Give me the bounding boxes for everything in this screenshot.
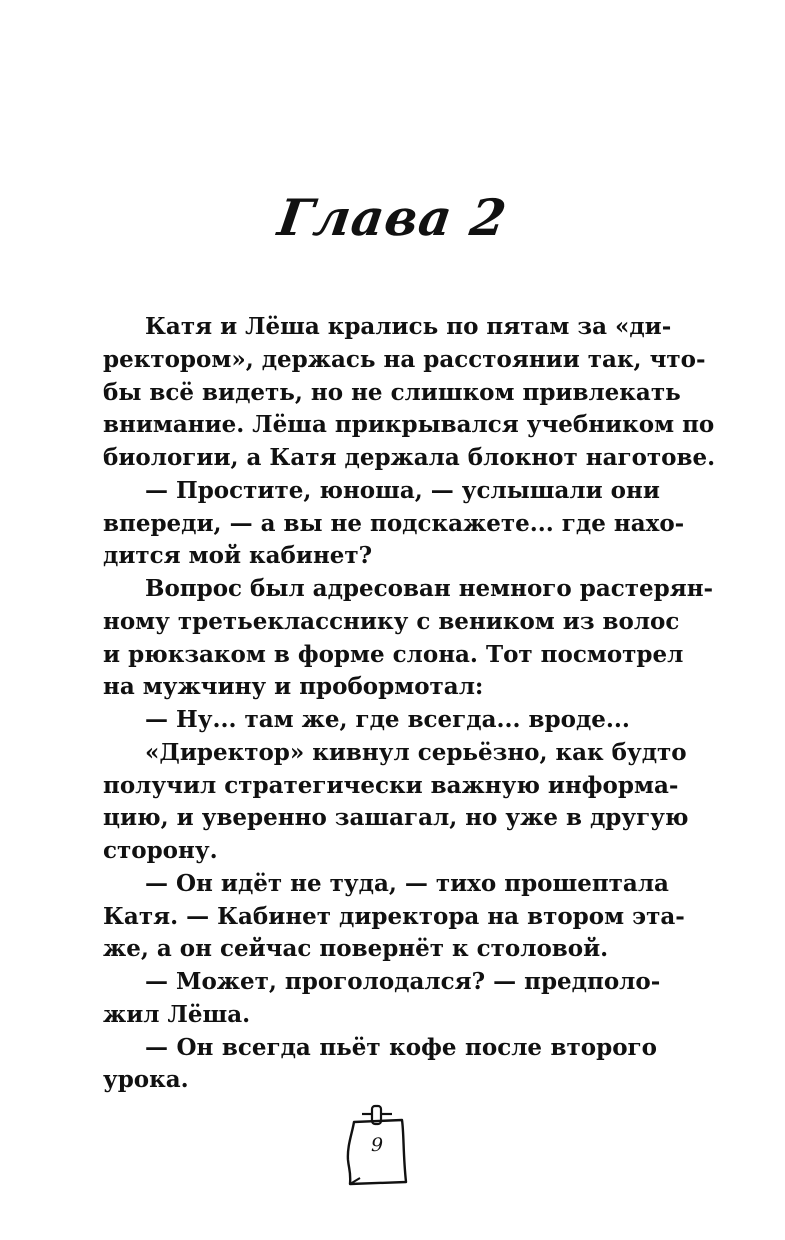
text-line: и рюкзаком в форме слона. Тот посмотрел bbox=[103, 640, 684, 668]
page-number: 9 bbox=[370, 1134, 384, 1156]
text-line: урока. bbox=[103, 1066, 189, 1094]
text-line: — Он идёт не туда, — тихо прошептала bbox=[145, 869, 669, 897]
text-line: бы всё видеть, но не слишком привлекать bbox=[103, 378, 681, 406]
text-line: Вопрос был адресован немного растерян- bbox=[145, 575, 714, 602]
text-line: — Он всегда пьёт кофе после второго bbox=[145, 1033, 657, 1061]
text-line: впереди, — а вы не подскажете... где нахо- bbox=[103, 509, 685, 537]
text-line: внимание. Лёша прикрывался учебником по bbox=[103, 411, 715, 439]
text-line: сторону. bbox=[103, 837, 218, 864]
text-line: Катя. — Кабинет директора на втором эта- bbox=[103, 902, 685, 930]
chapter-title: Глава 2 bbox=[274, 188, 511, 247]
text-line: жил Лёша. bbox=[103, 1000, 251, 1028]
page-number-badge bbox=[340, 1104, 412, 1192]
body-text bbox=[103, 311, 716, 1097]
text-line: дится мой кабинет? bbox=[103, 542, 373, 570]
text-line: же, а он сейчас повернёт к столовой. bbox=[103, 935, 609, 963]
text-line: — Может, проголодался? — предполо- bbox=[145, 968, 661, 995]
text-line: на мужчину и пробормотал: bbox=[103, 673, 484, 701]
text-line: ному третьекласснику с веником из волос bbox=[103, 607, 680, 635]
text-line: биологии, а Катя держала блокнот наготове. bbox=[103, 444, 716, 471]
text-line: «Директор» кивнул серьёзно, как будто bbox=[145, 738, 687, 766]
text-line: — Ну... там же, где всегда... вроде... bbox=[145, 706, 630, 733]
text-line: — Простите, юноша, — услышали они bbox=[145, 476, 660, 504]
text-line: получил стратегически важную информа- bbox=[103, 771, 679, 799]
text-line: ректором», держась на расстоянии так, что- bbox=[103, 345, 706, 373]
text-line: Катя и Лёша крались по пятам за «ди- bbox=[145, 313, 672, 340]
text-line: цию, и уверенно зашагал, но уже в другую bbox=[103, 804, 689, 832]
